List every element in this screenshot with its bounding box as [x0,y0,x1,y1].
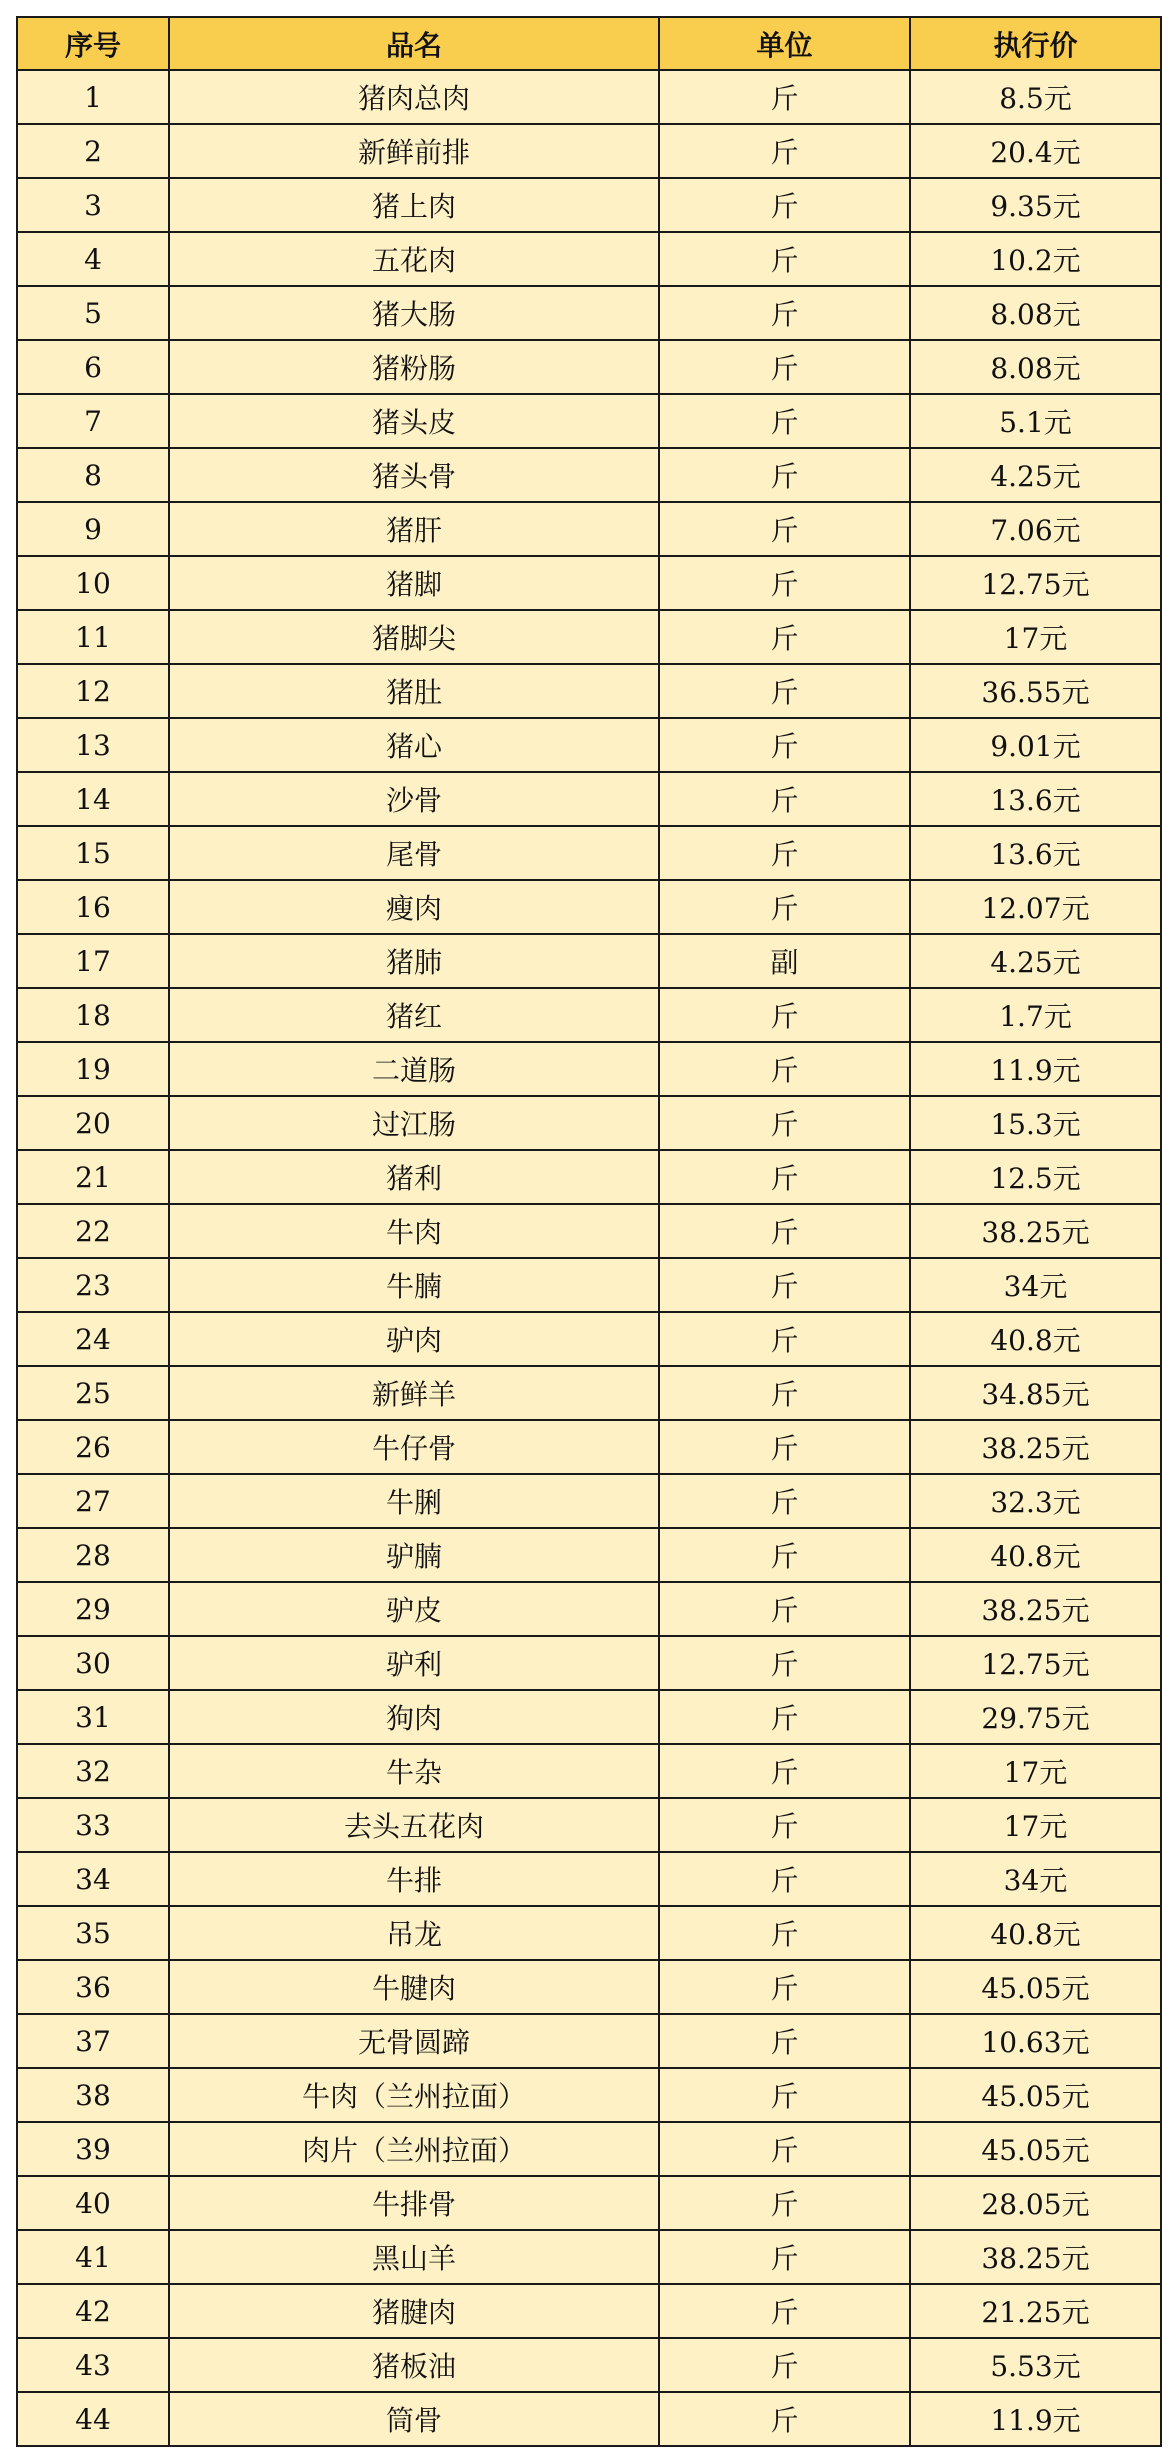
table-row [17,826,1161,880]
cell-index: 19 [17,1042,169,1096]
cell-index: 13 [17,718,169,772]
table-row [17,2338,1161,2392]
cell-price: 45.05元 [910,2122,1161,2176]
cell-item-name: 驴腩 [169,1528,659,1582]
cell-price: 45.05元 [910,2068,1161,2122]
cell-index: 28 [17,1528,169,1582]
table-row [17,1582,1161,1636]
cell-item-name: 牛腩 [169,1258,659,1312]
cell-unit: 斤 [659,1744,910,1798]
cell-price: 38.25元 [910,1420,1161,1474]
cell-item-name: 猪大肠 [169,286,659,340]
cell-item-name: 筒骨 [169,2392,659,2446]
table-row [17,664,1161,718]
cell-price: 12.75元 [910,556,1161,610]
cell-index: 7 [17,394,169,448]
table-row [17,1042,1161,1096]
cell-unit: 斤 [659,124,910,178]
cell-unit: 斤 [659,232,910,286]
cell-index: 22 [17,1204,169,1258]
header-item-name: 品名 [169,17,659,70]
table-row [17,772,1161,826]
cell-item-name: 猪肉总肉 [169,70,659,124]
cell-unit: 斤 [659,2284,910,2338]
table-row [17,2176,1161,2230]
cell-index: 14 [17,772,169,826]
cell-unit: 斤 [659,2230,910,2284]
table-row [17,1312,1161,1366]
cell-item-name: 猪脚尖 [169,610,659,664]
cell-index: 18 [17,988,169,1042]
table-row [17,1204,1161,1258]
table-row [17,2392,1161,2446]
cell-price: 21.25元 [910,2284,1161,2338]
cell-item-name: 猪板油 [169,2338,659,2392]
cell-index: 29 [17,1582,169,1636]
cell-index: 23 [17,1258,169,1312]
cell-item-name: 牛脷 [169,1474,659,1528]
cell-item-name: 猪红 [169,988,659,1042]
cell-item-name: 狗肉 [169,1690,659,1744]
table-row [17,1258,1161,1312]
cell-unit: 斤 [659,1042,910,1096]
cell-item-name: 尾骨 [169,826,659,880]
cell-unit: 斤 [659,556,910,610]
cell-price: 17元 [910,1744,1161,1798]
cell-unit: 斤 [659,1150,910,1204]
table-body [17,70,1161,2446]
cell-price: 13.6元 [910,772,1161,826]
cell-price: 20.4元 [910,124,1161,178]
table-row [17,1096,1161,1150]
table-row [17,880,1161,934]
cell-index: 4 [17,232,169,286]
table-header [17,17,1161,70]
cell-price: 17元 [910,1798,1161,1852]
cell-price: 8.08元 [910,340,1161,394]
cell-index: 38 [17,2068,169,2122]
cell-unit: 斤 [659,1204,910,1258]
cell-item-name: 猪头皮 [169,394,659,448]
table-row [17,232,1161,286]
cell-index: 44 [17,2392,169,2446]
cell-unit: 斤 [659,1798,910,1852]
cell-index: 3 [17,178,169,232]
cell-index: 25 [17,1366,169,1420]
cell-price: 4.25元 [910,448,1161,502]
cell-unit: 斤 [659,340,910,394]
cell-unit: 斤 [659,988,910,1042]
cell-unit: 斤 [659,1582,910,1636]
cell-price: 11.9元 [910,1042,1161,1096]
table-row [17,2068,1161,2122]
cell-unit: 斤 [659,1420,910,1474]
cell-index: 5 [17,286,169,340]
cell-index: 15 [17,826,169,880]
cell-price: 9.35元 [910,178,1161,232]
table-row [17,556,1161,610]
cell-price: 5.1元 [910,394,1161,448]
cell-price: 40.8元 [910,1906,1161,1960]
cell-item-name: 二道肠 [169,1042,659,1096]
table-row [17,718,1161,772]
cell-price: 12.5元 [910,1150,1161,1204]
cell-index: 8 [17,448,169,502]
cell-unit: 斤 [659,1906,910,1960]
cell-price: 10.2元 [910,232,1161,286]
cell-price: 29.75元 [910,1690,1161,1744]
cell-index: 12 [17,664,169,718]
cell-unit: 斤 [659,448,910,502]
cell-item-name: 新鲜羊 [169,1366,659,1420]
table-row [17,502,1161,556]
cell-price: 13.6元 [910,826,1161,880]
cell-index: 1 [17,70,169,124]
cell-item-name: 猪肺 [169,934,659,988]
cell-item-name: 瘦肉 [169,880,659,934]
table-row [17,1798,1161,1852]
cell-unit: 斤 [659,70,910,124]
table-row [17,448,1161,502]
cell-price: 40.8元 [910,1528,1161,1582]
table-row [17,1528,1161,1582]
cell-item-name: 新鲜前排 [169,124,659,178]
table-row [17,1852,1161,1906]
cell-index: 6 [17,340,169,394]
table-row [17,2230,1161,2284]
price-table [16,16,1162,2447]
cell-item-name: 牛仔骨 [169,1420,659,1474]
cell-item-name: 牛肉（兰州拉面） [169,2068,659,2122]
cell-unit: 斤 [659,1312,910,1366]
cell-item-name: 猪上肉 [169,178,659,232]
table-row [17,1690,1161,1744]
cell-index: 39 [17,2122,169,2176]
cell-item-name: 猪肚 [169,664,659,718]
cell-index: 37 [17,2014,169,2068]
cell-unit: 斤 [659,610,910,664]
cell-index: 40 [17,2176,169,2230]
cell-item-name: 牛杂 [169,1744,659,1798]
cell-unit: 斤 [659,1636,910,1690]
cell-price: 1.7元 [910,988,1161,1042]
cell-item-name: 猪心 [169,718,659,772]
cell-unit: 斤 [659,286,910,340]
cell-price: 11.9元 [910,2392,1161,2446]
cell-item-name: 黑山羊 [169,2230,659,2284]
cell-unit: 斤 [659,394,910,448]
cell-index: 16 [17,880,169,934]
cell-item-name: 猪脚 [169,556,659,610]
cell-item-name: 过江肠 [169,1096,659,1150]
cell-price: 9.01元 [910,718,1161,772]
cell-index: 34 [17,1852,169,1906]
cell-price: 7.06元 [910,502,1161,556]
cell-item-name: 肉片（兰州拉面） [169,2122,659,2176]
table-row [17,1960,1161,2014]
cell-item-name: 牛腱肉 [169,1960,659,2014]
cell-price: 10.63元 [910,2014,1161,2068]
cell-price: 38.25元 [910,1582,1161,1636]
cell-item-name: 沙骨 [169,772,659,826]
cell-price: 38.25元 [910,2230,1161,2284]
cell-unit: 斤 [659,2014,910,2068]
cell-index: 32 [17,1744,169,1798]
cell-index: 43 [17,2338,169,2392]
cell-index: 26 [17,1420,169,1474]
cell-price: 17元 [910,610,1161,664]
cell-unit: 斤 [659,1096,910,1150]
cell-price: 5.53元 [910,2338,1161,2392]
cell-unit: 斤 [659,1258,910,1312]
cell-unit: 斤 [659,664,910,718]
cell-index: 2 [17,124,169,178]
cell-index: 24 [17,1312,169,1366]
cell-unit: 斤 [659,1474,910,1528]
cell-item-name: 吊龙 [169,1906,659,1960]
cell-unit: 斤 [659,2392,910,2446]
cell-index: 41 [17,2230,169,2284]
cell-item-name: 驴利 [169,1636,659,1690]
table-row [17,1420,1161,1474]
cell-item-name: 猪肝 [169,502,659,556]
cell-index: 20 [17,1096,169,1150]
cell-unit: 斤 [659,2068,910,2122]
cell-index: 31 [17,1690,169,1744]
cell-index: 42 [17,2284,169,2338]
cell-item-name: 驴皮 [169,1582,659,1636]
header-price: 执行价 [910,17,1161,70]
cell-item-name: 猪腱肉 [169,2284,659,2338]
cell-price: 4.25元 [910,934,1161,988]
cell-item-name: 五花肉 [169,232,659,286]
cell-price: 45.05元 [910,1960,1161,2014]
table-row [17,286,1161,340]
cell-index: 33 [17,1798,169,1852]
table-row [17,394,1161,448]
cell-price: 38.25元 [910,1204,1161,1258]
cell-price: 8.5元 [910,70,1161,124]
cell-unit: 斤 [659,1960,910,2014]
table-row [17,1744,1161,1798]
cell-index: 17 [17,934,169,988]
cell-unit: 斤 [659,2338,910,2392]
cell-index: 35 [17,1906,169,1960]
table-row [17,1366,1161,1420]
table-row [17,124,1161,178]
table-row [17,988,1161,1042]
cell-price: 34元 [910,1852,1161,1906]
cell-index: 10 [17,556,169,610]
header-unit: 单位 [659,17,910,70]
cell-price: 40.8元 [910,1312,1161,1366]
cell-index: 9 [17,502,169,556]
cell-unit: 斤 [659,1852,910,1906]
table-row [17,1636,1161,1690]
cell-item-name: 猪利 [169,1150,659,1204]
cell-unit: 副 [659,934,910,988]
cell-price: 36.55元 [910,664,1161,718]
table-row [17,340,1161,394]
cell-unit: 斤 [659,1690,910,1744]
cell-item-name: 牛排骨 [169,2176,659,2230]
header-row [17,17,1161,70]
table-row [17,2284,1161,2338]
cell-index: 21 [17,1150,169,1204]
table-row [17,178,1161,232]
table-row [17,1474,1161,1528]
cell-index: 36 [17,1960,169,2014]
cell-unit: 斤 [659,826,910,880]
cell-price: 32.3元 [910,1474,1161,1528]
cell-unit: 斤 [659,1366,910,1420]
cell-index: 11 [17,610,169,664]
cell-unit: 斤 [659,2122,910,2176]
cell-item-name: 无骨圆蹄 [169,2014,659,2068]
cell-index: 30 [17,1636,169,1690]
cell-item-name: 驴肉 [169,1312,659,1366]
cell-price: 12.75元 [910,1636,1161,1690]
cell-item-name: 猪头骨 [169,448,659,502]
cell-unit: 斤 [659,772,910,826]
table-row [17,2014,1161,2068]
cell-price: 34.85元 [910,1366,1161,1420]
cell-unit: 斤 [659,880,910,934]
table-row [17,610,1161,664]
cell-price: 15.3元 [910,1096,1161,1150]
cell-price: 8.08元 [910,286,1161,340]
cell-index: 27 [17,1474,169,1528]
table-row [17,1906,1161,1960]
cell-price: 34元 [910,1258,1161,1312]
table-row [17,70,1161,124]
cell-unit: 斤 [659,502,910,556]
cell-item-name: 牛肉 [169,1204,659,1258]
cell-unit: 斤 [659,1528,910,1582]
table-row [17,934,1161,988]
cell-price: 12.07元 [910,880,1161,934]
cell-price: 28.05元 [910,2176,1161,2230]
cell-unit: 斤 [659,178,910,232]
table-row [17,2122,1161,2176]
cell-unit: 斤 [659,2176,910,2230]
header-index: 序号 [17,17,169,70]
cell-unit: 斤 [659,718,910,772]
cell-item-name: 去头五花肉 [169,1798,659,1852]
cell-item-name: 牛排 [169,1852,659,1906]
table-row [17,1150,1161,1204]
cell-item-name: 猪粉肠 [169,340,659,394]
